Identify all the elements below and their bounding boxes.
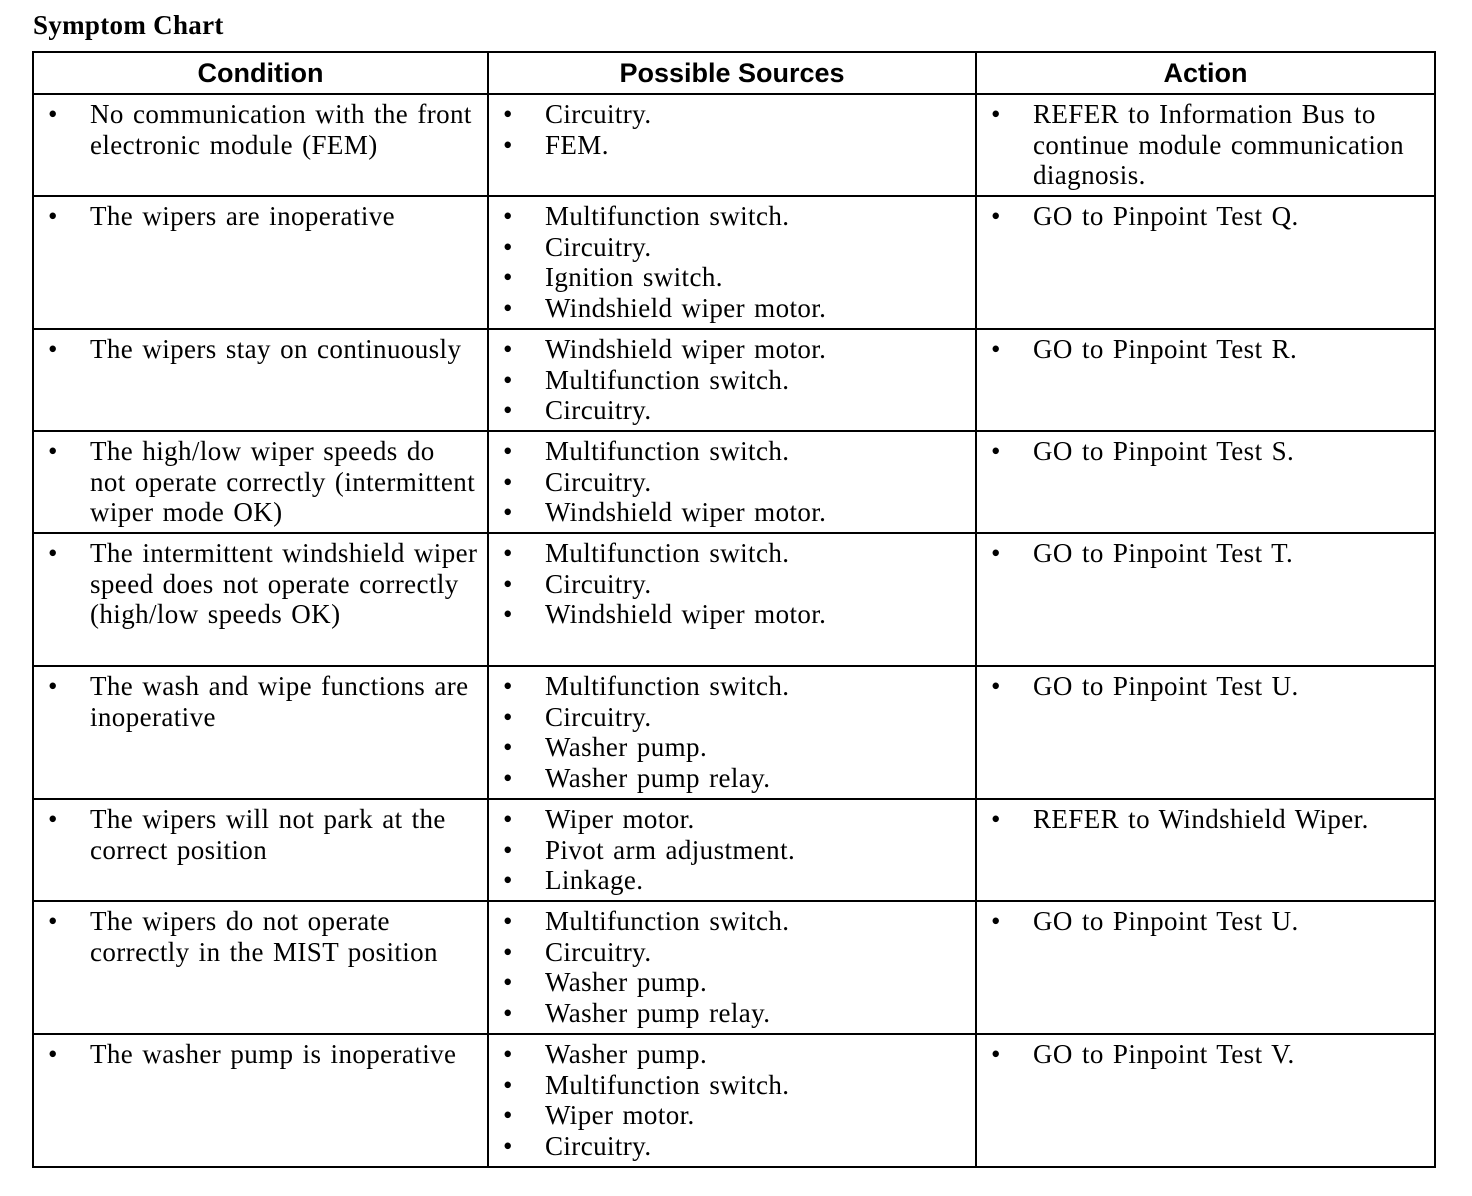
action-cell: [976, 799, 1435, 901]
source-item: • Circuitry.: [489, 1131, 967, 1162]
action-text: • REFER to Windshield Wiper.: [977, 804, 1426, 835]
action-text: • GO to Pinpoint Test T.: [977, 538, 1426, 569]
source-item: • Multifunction switch.: [489, 538, 967, 569]
action-cell: [976, 901, 1435, 1034]
sources-cell: [488, 901, 976, 1034]
condition-cell: [33, 196, 488, 329]
source-item: • Circuitry.: [489, 232, 967, 263]
source-item: • Linkage.: [489, 865, 967, 896]
condition-cell: [33, 533, 488, 666]
source-item: • Circuitry.: [489, 569, 967, 600]
action-text: • GO to Pinpoint Test U.: [977, 906, 1426, 937]
source-item: • Multifunction switch.: [489, 1070, 967, 1101]
table-row: [33, 799, 1435, 901]
condition-text: • The wipers stay on continuously: [34, 334, 479, 365]
header-condition: Condition: [33, 52, 488, 94]
action-cell: [976, 431, 1435, 533]
action-text: • REFER to Information Bus to continue module communication diagnosis.: [977, 99, 1426, 191]
sources-cell: [488, 431, 976, 533]
table-row: [33, 329, 1435, 431]
condition-cell: [33, 666, 488, 799]
table-row: [33, 94, 1435, 196]
source-item: • Circuitry.: [489, 702, 967, 733]
page-title: Symptom Chart: [33, 10, 224, 40]
condition-cell: [33, 94, 488, 196]
action-cell: [976, 1034, 1435, 1167]
condition-cell: [33, 1034, 488, 1167]
table-row: [33, 196, 1435, 329]
action-cell: [976, 196, 1435, 329]
symptom-chart-table: [32, 51, 1436, 1168]
action-cell: [976, 329, 1435, 431]
condition-cell: [33, 901, 488, 1034]
condition-cell: [33, 799, 488, 901]
source-item: • Wiper motor.: [489, 804, 967, 835]
action-text: • GO to Pinpoint Test U.: [977, 671, 1426, 702]
condition-text: • No communication with the front electronic module (FEM): [34, 99, 479, 160]
table-row: [33, 1034, 1435, 1167]
source-item: • Multifunction switch.: [489, 906, 967, 937]
source-item: • FEM.: [489, 130, 967, 161]
action-text: • GO to Pinpoint Test R.: [977, 334, 1426, 365]
condition-cell: [33, 329, 488, 431]
sources-cell: [488, 94, 976, 196]
source-item: • Washer pump.: [489, 967, 967, 998]
table-row: [33, 666, 1435, 799]
source-item: • Pivot arm adjustment.: [489, 835, 967, 866]
action-text: • GO to Pinpoint Test Q.: [977, 201, 1426, 232]
table-row: [33, 533, 1435, 666]
header-action: Action: [976, 52, 1435, 94]
table-row: [33, 901, 1435, 1034]
source-item: • Wiper motor.: [489, 1100, 967, 1131]
condition-text: • The intermittent windshield wiper speed does not operate correctly (high/low speeds OK): [34, 538, 479, 630]
condition-text: • The washer pump is inoperative: [34, 1039, 479, 1070]
source-item: • Circuitry.: [489, 937, 967, 968]
condition-text: • The high/low wiper speeds do not operate correctly (intermittent wiper mode OK): [34, 436, 479, 528]
source-item: • Washer pump.: [489, 1039, 967, 1070]
condition-text: • The wash and wipe functions are inoperative: [34, 671, 479, 732]
source-item: • Multifunction switch.: [489, 436, 967, 467]
table-row: [33, 431, 1435, 533]
source-item: • Windshield wiper motor.: [489, 599, 967, 630]
source-item: • Circuitry.: [489, 99, 967, 130]
sources-cell: [488, 1034, 976, 1167]
source-item: • Windshield wiper motor.: [489, 293, 967, 324]
source-item: • Windshield wiper motor.: [489, 334, 967, 365]
sources-cell: [488, 196, 976, 329]
source-item: • Multifunction switch.: [489, 201, 967, 232]
source-item: • Washer pump relay.: [489, 763, 967, 794]
action-cell: [976, 533, 1435, 666]
source-item: • Multifunction switch.: [489, 671, 967, 702]
condition-text: • The wipers are inoperative: [34, 201, 479, 232]
action-text: • GO to Pinpoint Test S.: [977, 436, 1426, 467]
source-item: • Washer pump relay.: [489, 998, 967, 1029]
sources-cell: [488, 666, 976, 799]
sources-cell: [488, 329, 976, 431]
source-item: • Windshield wiper motor.: [489, 497, 967, 528]
table-header-row: [33, 52, 1435, 94]
sources-cell: [488, 799, 976, 901]
source-item: • Ignition switch.: [489, 262, 967, 293]
condition-text: • The wipers do not operate correctly in the MIST position: [34, 906, 479, 967]
condition-cell: [33, 431, 488, 533]
source-item: • Circuitry.: [489, 395, 967, 426]
action-cell: [976, 94, 1435, 196]
action-text: • GO to Pinpoint Test V.: [977, 1039, 1426, 1070]
source-item: • Washer pump.: [489, 732, 967, 763]
header-possible-sources: Possible Sources: [488, 52, 976, 94]
source-item: • Circuitry.: [489, 467, 967, 498]
source-item: • Multifunction switch.: [489, 365, 967, 396]
condition-text: • The wipers will not park at the correct position: [34, 804, 479, 865]
sources-cell: [488, 533, 976, 666]
action-cell: [976, 666, 1435, 799]
